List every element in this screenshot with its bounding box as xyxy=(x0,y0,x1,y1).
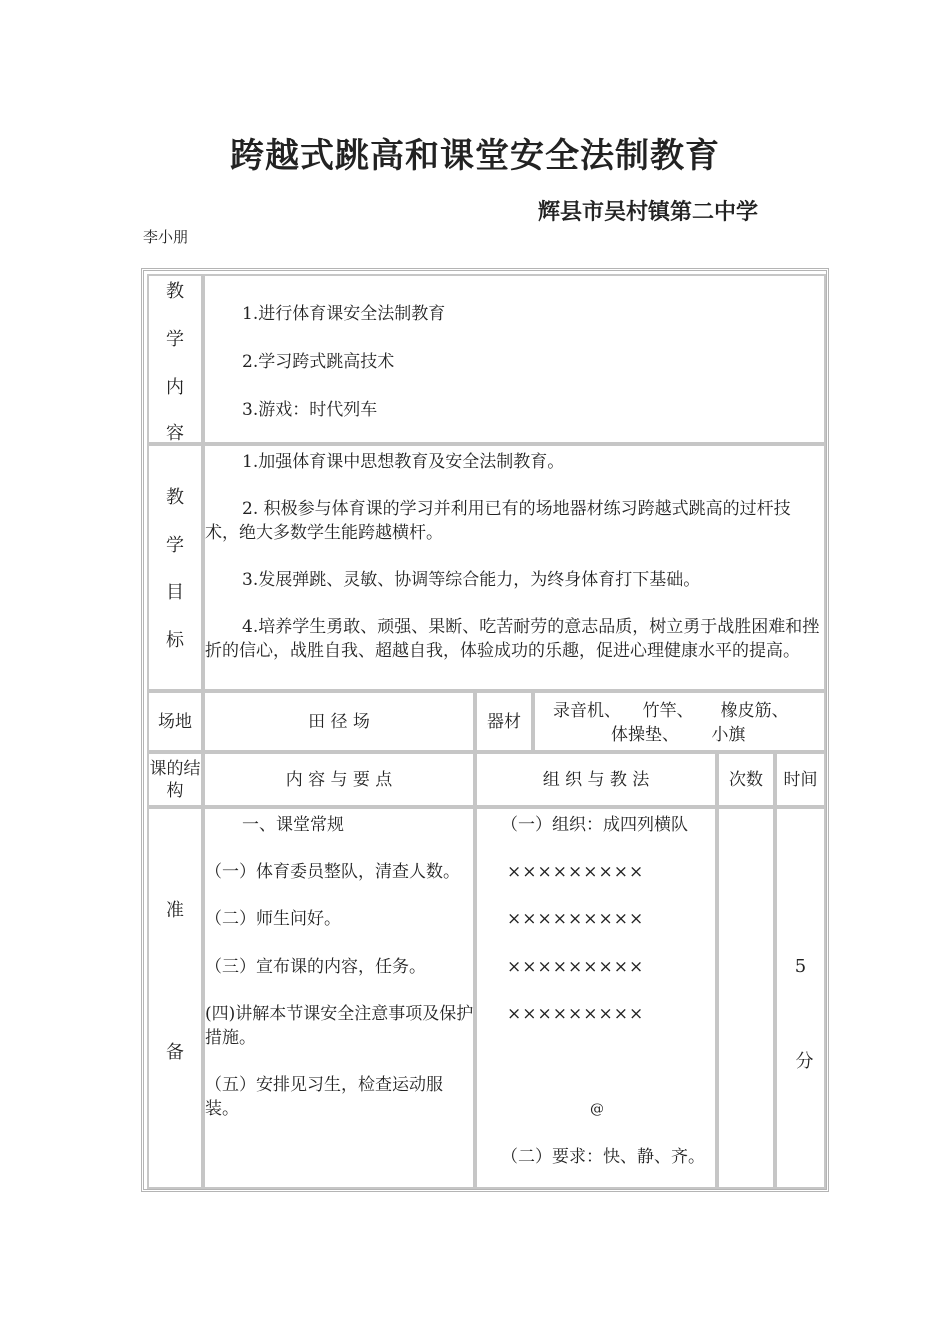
author-name: 李小朋 xyxy=(143,228,189,246)
content-item: 1.进行体育课安全法制教育 xyxy=(242,304,446,324)
goals-label-char: 目 xyxy=(166,582,184,603)
equipment-label: 器材 xyxy=(487,711,521,732)
goal-item: 3.发展弹跳、灵敏、协调等综合能力，为终身体育打下基础。 xyxy=(242,570,701,590)
venue-label-cell xyxy=(147,691,203,752)
teacher-mark: @ xyxy=(590,1101,604,1117)
prep-time-cell xyxy=(775,807,826,1189)
time-header: 时间 xyxy=(783,769,818,790)
lesson-plan-table xyxy=(141,268,829,1192)
page-title: 跨越式跳高和课堂安全法制教育 xyxy=(230,136,720,176)
time-header-cell xyxy=(775,752,826,807)
school-name: 辉县市吴村镇第二中学 xyxy=(538,200,759,225)
formation-row: ××××××××× xyxy=(507,862,645,882)
prep-content-item: （三）宣布课的内容，任务。 xyxy=(205,957,426,977)
formation-row: ××××××××× xyxy=(507,909,645,929)
prep-label-char: 准 xyxy=(166,900,184,921)
equipment-line: 体操垫、 小旗 xyxy=(611,725,746,745)
org-requirement: （二）要求：快、静、齐。 xyxy=(501,1147,705,1167)
equipment-value-cell xyxy=(533,691,826,752)
content-label-char: 容 xyxy=(166,423,184,444)
content-item: 3.游戏：时代列车 xyxy=(242,400,378,420)
prep-label-char: 备 xyxy=(166,1042,184,1063)
prep-content-item: (四)讲解本节课安全注意事项及保护措施。 xyxy=(205,1004,474,1048)
count-header-cell xyxy=(717,752,775,807)
points-header: 内 容 与 要 点 xyxy=(285,769,393,790)
content-item: 2.学习跨式跳高技术 xyxy=(242,352,395,372)
goal-item: 2. 积极参与体育课的学习并利用已有的场地器材练习跨越式跳高的过杆技术，绝大多数学生能跨越横杆。 xyxy=(205,499,791,543)
org-title: （一）组织：成四列横队 xyxy=(501,815,688,835)
organization-header-cell xyxy=(475,752,717,807)
count-header: 次数 xyxy=(729,769,763,790)
content-label-char: 教 xyxy=(166,281,184,302)
content-label-char: 内 xyxy=(166,377,184,398)
venue-value: 田 径 场 xyxy=(308,711,370,732)
goals-label-cell xyxy=(147,444,203,691)
prep-content-item: （一）体育委员整队，清查人数。 xyxy=(205,862,460,882)
formation-row: ××××××××× xyxy=(507,957,645,977)
equipment-line: 录音机、 竹竿、 橡皮筋、 xyxy=(553,701,789,721)
goals-label-char: 标 xyxy=(166,630,184,651)
goal-item: 4.培养学生勇敢、顽强、果断、吃苦耐劳的意志品质，树立勇于战胜困难和挫折的信心，战胜自我、超越自我，体验成功的乐趣，促进心理健康水平的提高。 xyxy=(205,617,820,661)
points-header-cell xyxy=(203,752,475,807)
time-value: 5 xyxy=(794,956,807,977)
content-label-char: 学 xyxy=(166,329,184,350)
venue-label: 场地 xyxy=(158,711,192,732)
goals-label-char: 教 xyxy=(166,487,184,508)
time-unit: 分 xyxy=(795,1051,814,1072)
goal-item: 1.加强体育课中思想教育及安全法制教育。 xyxy=(242,452,565,472)
equipment-label-cell xyxy=(475,691,533,752)
goals-items-cell xyxy=(203,444,826,691)
content-items-cell xyxy=(203,274,826,444)
organization-header: 组 织 与 教 法 xyxy=(542,769,650,790)
structure-header-cell xyxy=(147,752,203,807)
structure-header: 课的结构 xyxy=(149,758,201,801)
content-label-cell xyxy=(147,274,203,444)
goals-label-char: 学 xyxy=(166,535,184,556)
venue-value-cell xyxy=(203,691,475,752)
prep-content-item: （二）师生问好。 xyxy=(205,909,341,929)
prep-content-item: （五）安排见习生，检查运动服装。 xyxy=(205,1075,443,1119)
prep-count-cell xyxy=(717,807,775,1189)
formation-row: ××××××××× xyxy=(507,1004,645,1024)
prep-label-cell xyxy=(147,807,203,1189)
prep-content-item: 一、课堂常规 xyxy=(242,815,344,835)
prep-content-cell xyxy=(203,807,475,1189)
prep-organization-cell xyxy=(475,807,717,1189)
